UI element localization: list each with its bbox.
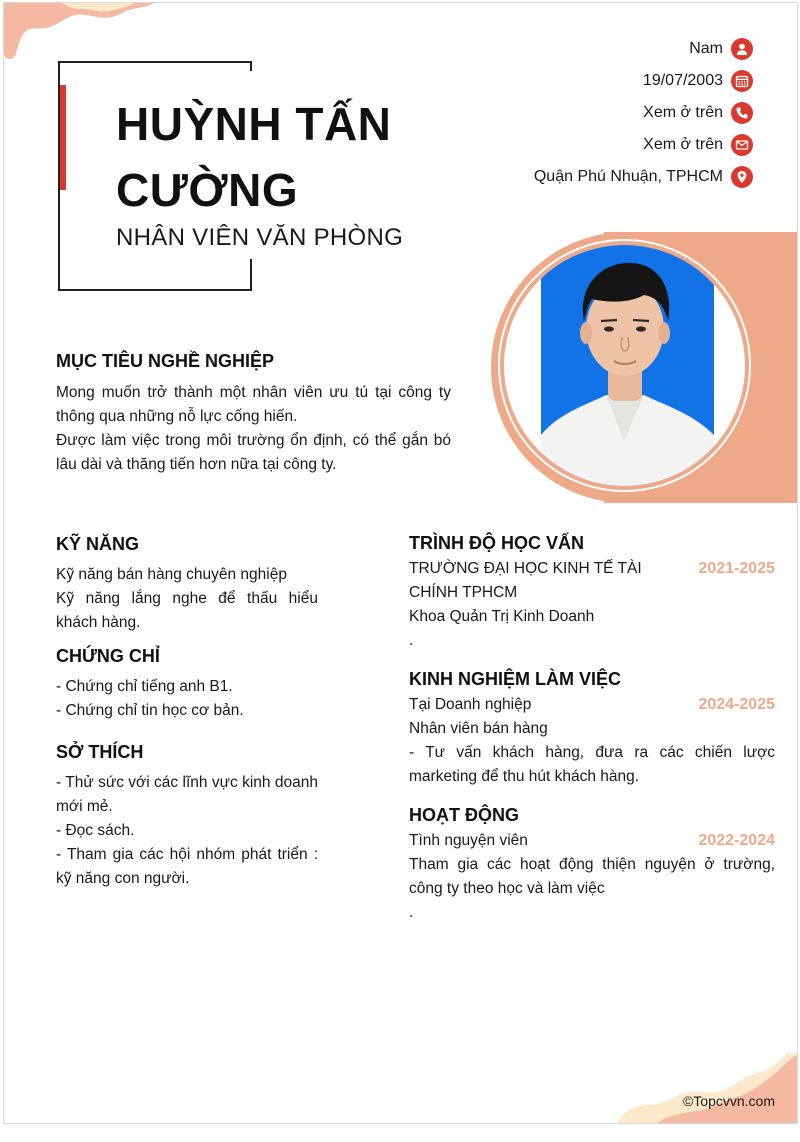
top-left-decoration (4, 3, 164, 63)
education-header (409, 557, 775, 605)
contact-text: Xem ở trên (643, 136, 723, 153)
name-frame-top (58, 61, 252, 63)
contact-email (413, 129, 753, 161)
activity-entry (409, 829, 775, 925)
education-entry (409, 557, 775, 653)
skill-item: Kỹ năng bán hàng chuyên nghiệp (56, 566, 287, 583)
education-years: 2021-2025 (698, 560, 775, 577)
education-title: TRÌNH ĐỘ HỌC VẤN (409, 533, 584, 553)
activity-years: 2022-2024 (698, 832, 775, 849)
skills-title: KỸ NĂNG (56, 534, 140, 554)
activities-title: HOẠT ĐỘNG (409, 805, 519, 825)
contact-gender (413, 33, 753, 65)
contact-text: Xem ở trên (643, 104, 723, 121)
job-title: NHÂN VIÊN VĂN PHÒNG (116, 224, 404, 251)
hobby-item: - Thử sức với các lĩnh vực kinh doanh mới mẻ. (56, 774, 318, 815)
contact-text: 19/07/2003 (642, 72, 723, 89)
name-frame-tick (250, 61, 252, 71)
school-name: TRƯỜNG ĐẠI HỌC KINH TẾ TÀI CHÍNH TPHCM (409, 560, 642, 601)
hobby-item: - Tham gia các hội nhóm phát triển : kỹ năng con người. (56, 846, 318, 887)
activity-note: . (409, 904, 414, 921)
name-frame-bottom (58, 289, 252, 291)
certificates-list (56, 675, 318, 723)
name-frame-tick (250, 259, 252, 291)
faculty: Khoa Quản Trị Kinh Doanh (409, 608, 595, 625)
contact-phone (413, 97, 753, 129)
profile-photo (504, 245, 745, 486)
location-icon (731, 166, 753, 188)
activity-role: Tình nguyện viên (409, 832, 528, 849)
portrait-illustration (504, 245, 745, 486)
education-note: . (409, 632, 414, 649)
certificates-title: CHỨNG CHỈ (56, 646, 160, 666)
contact-birthday (413, 65, 753, 97)
activity-description: Tham gia các hoạt động thiện nguyện ở trường, công ty theo học và làm việc (409, 856, 775, 897)
name-accent-bar (60, 85, 66, 190)
certificate-item: - Chứng chỉ tiếng anh B1. (56, 678, 233, 695)
contact-list (413, 33, 753, 193)
activity-header (409, 829, 775, 853)
objective-text (56, 381, 451, 477)
experience-description: - Tư vấn khách hàng, đưa ra các chiến lược marketing để thu hút khách hàng. (409, 744, 775, 785)
skills-list (56, 563, 318, 635)
experience-years: 2024-2025 (698, 696, 775, 713)
contact-address (413, 161, 753, 193)
experience-title: KINH NGHIỆM LÀM VIỆC (409, 669, 622, 689)
hobbies-title: SỞ THÍCH (56, 742, 144, 762)
hobby-item: - Đọc sách. (56, 822, 135, 839)
skill-item: Kỹ năng lắng nghe để thấu hiểu khách hàng. (56, 590, 318, 631)
mail-icon (731, 134, 753, 156)
experience-header (409, 693, 775, 717)
experience-entry (409, 693, 775, 789)
objective-line: Mong muốn trở thành một nhân viên ưu tú tại công ty thông qua những nỗ lực cống hiến. (56, 384, 451, 425)
position: Nhân viên bán hàng (409, 720, 548, 737)
phone-icon (731, 102, 753, 124)
certificate-item: - Chứng chỉ tin học cơ bản. (56, 702, 244, 719)
user-icon (731, 38, 753, 60)
contact-text: Nam (689, 40, 723, 57)
calendar-icon (731, 70, 753, 92)
hobbies-list (56, 771, 318, 891)
name-line: HUỲNH TẤN (116, 98, 392, 150)
bottom-right-decoration (617, 1053, 797, 1123)
footer-credit: ©Topcvvn.com (682, 1093, 775, 1109)
candidate-name (116, 91, 456, 223)
objective-line: Được làm việc trong môi trường ổn định, có thể gắn bó lâu dài và thăng tiến hơn nữa tại công ty. (56, 432, 451, 473)
name-line: CƯỜNG (116, 164, 299, 216)
objective-title: MỤC TIÊU NGHỀ NGHIỆP (56, 351, 275, 371)
contact-text: Quận Phú Nhuận, TPHCM (533, 168, 723, 185)
company-name: Tại Doanh nghiệp (409, 696, 532, 713)
cv-page (3, 2, 798, 1124)
